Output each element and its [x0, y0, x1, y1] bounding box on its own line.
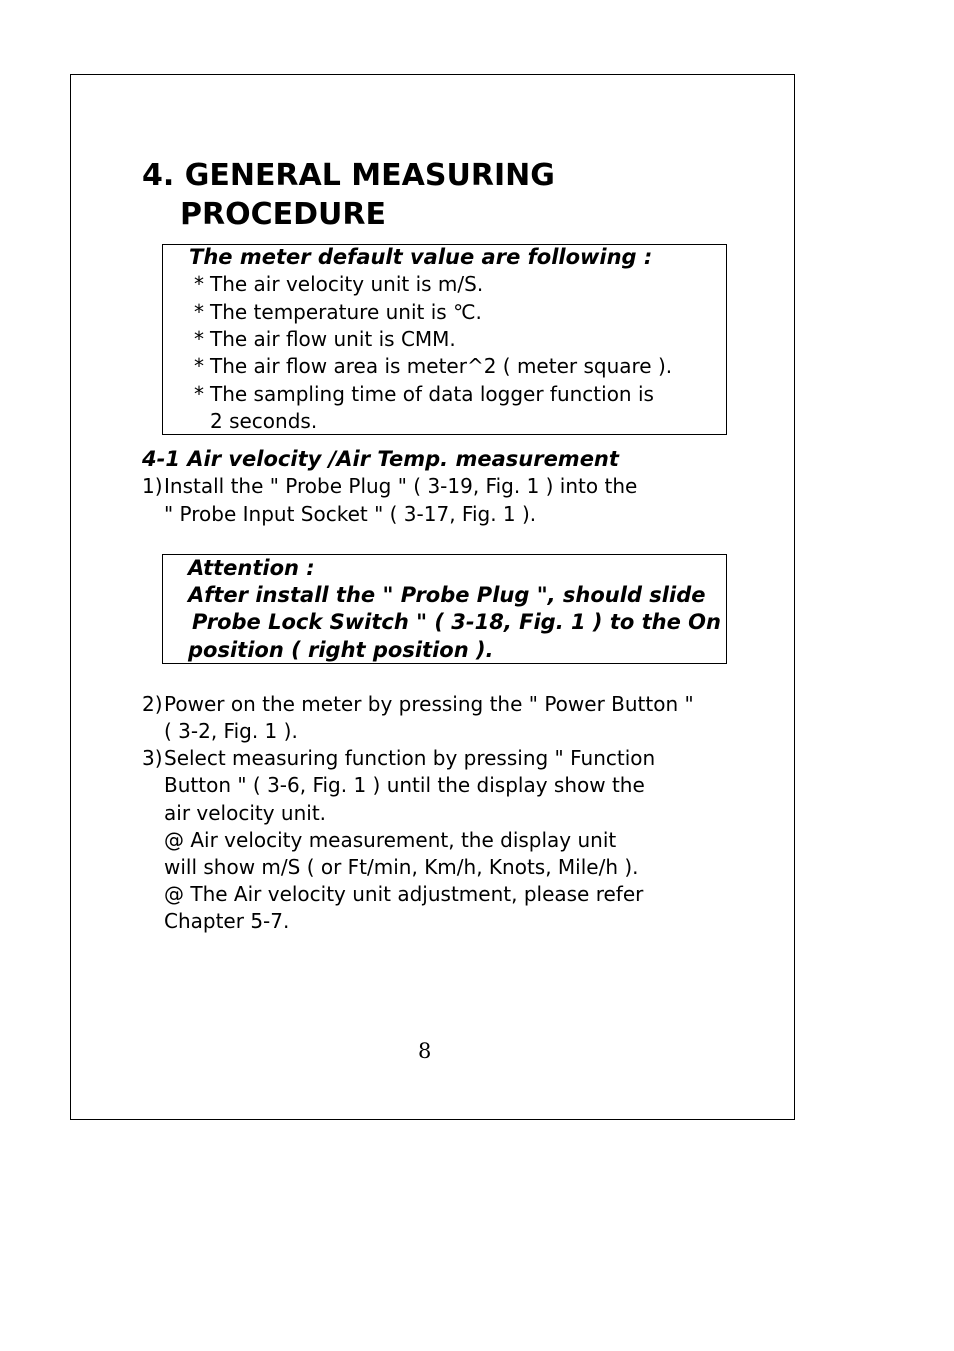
attention-text-line: After install the " Probe Plug ", should slide	[188, 583, 706, 607]
defaults-item-text: The sampling time of data logger function is	[210, 382, 654, 406]
step-3	[142, 746, 655, 770]
section-title-line1: 4. GENERAL MEASURING	[142, 158, 555, 193]
defaults-item-text: The air velocity unit is m/S.	[210, 272, 484, 296]
defaults-item-text: The air flow area is meter^2 ( meter square ).	[210, 354, 673, 378]
defaults-item	[194, 354, 672, 378]
defaults-item-continuation: 2 seconds.	[210, 409, 318, 433]
step-number: 2)	[142, 692, 163, 716]
defaults-item	[194, 300, 482, 324]
defaults-item-text: The temperature unit is ℃.	[210, 300, 482, 324]
step-text: Select measuring function by pressing " Function	[164, 746, 656, 770]
section-title-line2: PROCEDURE	[180, 197, 386, 232]
bullet-asterisk: *	[194, 327, 204, 351]
step-text: Power on the meter by pressing the " Power Button "	[164, 692, 694, 716]
bullet-asterisk: *	[194, 354, 204, 378]
step-number: 3)	[142, 746, 163, 770]
step-3-line: Button " ( 3-6, Fig. 1 ) until the display show the	[164, 773, 645, 797]
defaults-item	[194, 272, 483, 296]
bullet-asterisk: *	[194, 272, 204, 296]
step-3-note: will show m/S ( or Ft/min, Km/h, Knots, Mile/h ).	[164, 855, 639, 879]
defaults-item	[194, 327, 456, 351]
attention-heading: Attention :	[188, 556, 315, 580]
step-3-note: @ The Air velocity unit adjustment, please refer	[164, 882, 644, 906]
step-3-note: @ Air velocity measurement, the display unit	[164, 828, 617, 852]
step-text: Install the " Probe Plug " ( 3-19, Fig. 1 ) into the	[164, 474, 638, 498]
defaults-item	[194, 382, 654, 406]
step-2-line2: ( 3-2, Fig. 1 ).	[164, 719, 298, 743]
step-number: 1)	[142, 474, 163, 498]
step-3-note: Chapter 5-7.	[164, 909, 290, 933]
defaults-heading: The meter default value are following :	[189, 245, 653, 269]
bullet-asterisk: *	[194, 382, 204, 406]
step-1	[142, 474, 637, 498]
attention-text-line: Probe Lock Switch " ( 3-18, Fig. 1 ) to the On	[192, 610, 721, 634]
defaults-item-text: The air flow unit is CMM.	[210, 327, 456, 351]
page-number: 8	[418, 1039, 432, 1063]
subsection-heading: 4-1 Air velocity /Air Temp. measurement	[142, 447, 619, 471]
step-3-line: air velocity unit.	[164, 801, 327, 825]
step-2	[142, 692, 694, 716]
step-1-line2: " Probe Input Socket " ( 3-17, Fig. 1 ).	[164, 502, 537, 526]
bullet-asterisk: *	[194, 300, 204, 324]
attention-text-line: position ( right position ).	[188, 638, 494, 662]
